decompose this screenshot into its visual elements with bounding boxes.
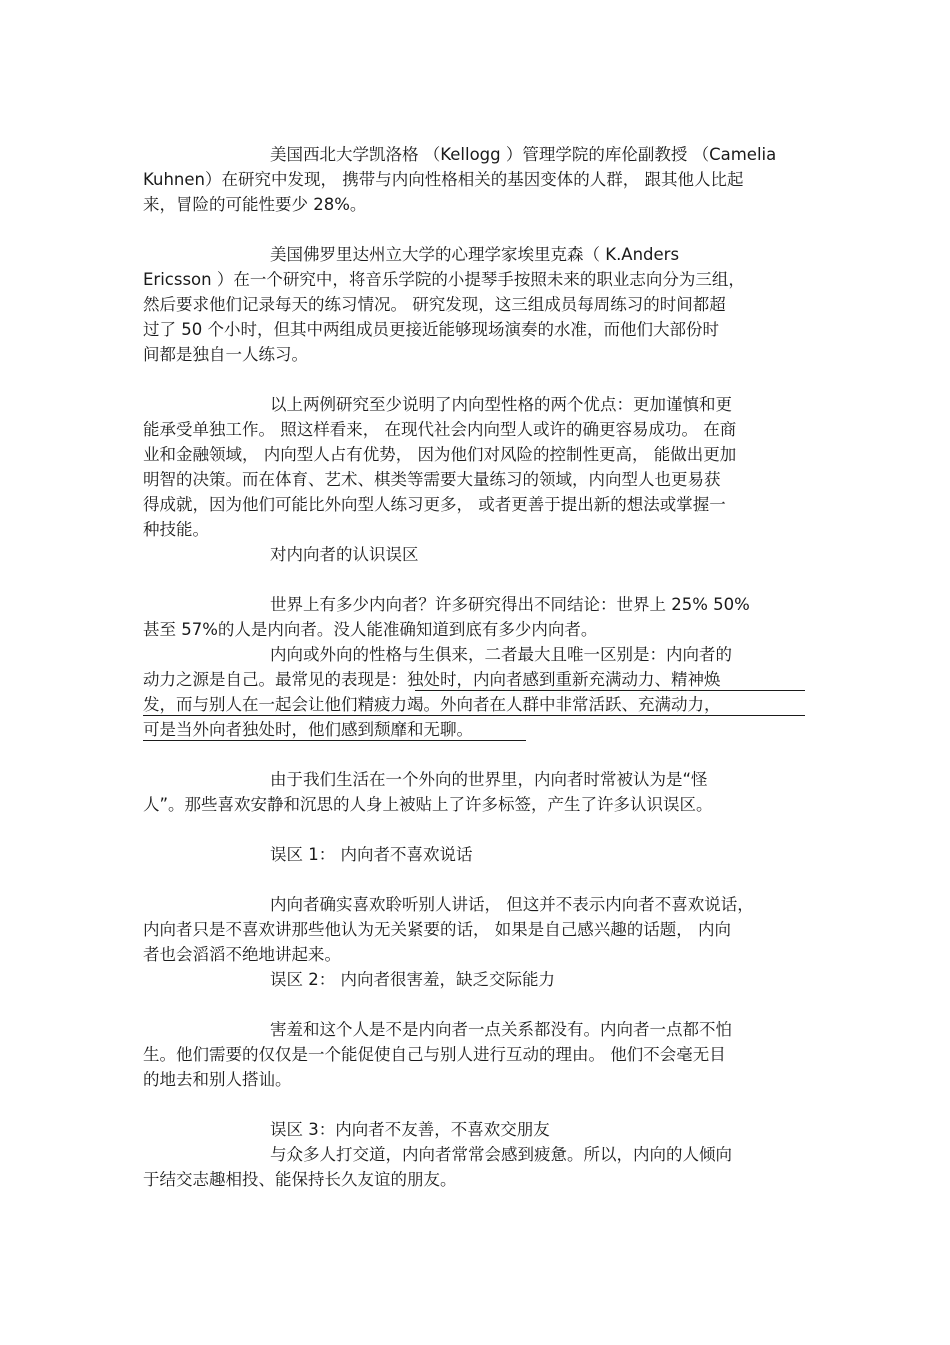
paragraph-6-line-1: 由于我们生活在一个外向的世界里，内向者时常被认为是“怪: [270, 770, 708, 789]
paragraph-1-line-1: 美国西北大学凯洛格 （Kellogg ）管理学院的库伦副教授 （Camelia: [270, 145, 777, 164]
paragraph-7-line-2: 内向者只是不喜欢讲那些他认为无关紧要的话， 如果是自己感兴趣的话题， 内向: [143, 920, 731, 939]
paragraph-9-line-2: 于结交志趣相投、能保持长久友谊的朋友。: [143, 1170, 457, 1189]
paragraph-3-line-1: 以上两例研究至少说明了内向型性格的两个优点：更加谨慎和更: [270, 395, 732, 414]
paragraph-8-line-1: 害羞和这个人是不是内向者一点关系都没有。内向者一点都不怕: [270, 1020, 732, 1039]
paragraph-9-line-1: 与众多人打交道，内向者常常会感到疲惫。所以，内向的人倾向: [270, 1145, 732, 1164]
misconception-2-title: 误区 2： 内向者很害羞，缺乏交际能力: [270, 970, 555, 989]
paragraph-4-line-2: 甚至 57%的人是内向者。没人能准确知道到底有多少内向者。: [143, 620, 598, 639]
underline-2: [143, 715, 805, 716]
paragraph-5-line-4: 可是当外向者独处时，他们感到颓靡和无聊。: [143, 720, 473, 739]
underline-3: [143, 740, 526, 741]
paragraph-2-line-4: 过了 50 个小时，但其中两组成员更接近能够现场演奏的水准，而他们大部份时: [143, 320, 719, 339]
paragraph-8-line-2: 生。他们需要的仅仅是一个能促使自己与别人进行互动的理由。 他们不会毫无目: [143, 1045, 726, 1064]
paragraph-2-line-5: 间都是独自一人练习。: [143, 345, 308, 364]
paragraph-7-line-1: 内向者确实喜欢聆听别人讲话， 但这并不表示内向者不喜欢说话，: [270, 895, 754, 914]
paragraph-5-line-2: 动力之源是自己。最常见的表现是：独处时，内向者感到重新充满动力、精神焕: [143, 670, 721, 689]
paragraph-4-line-1: 世界上有多少内向者？许多研究得出不同结论：世界上 25% 50%: [270, 595, 750, 614]
paragraph-3-line-4: 明智的决策。而在体育、艺术、棋类等需要大量练习的领域，内向型人也更易获: [143, 470, 721, 489]
paragraph-3-line-3: 业和金融领域， 内向型人占有优势， 因为他们对风险的控制性更高， 能做出更加: [143, 445, 737, 464]
paragraph-5-line-3: 发，而与别人在一起会让他们精疲力竭。外向者在人群中非常活跃、充满动力，: [143, 695, 721, 714]
paragraph-8-line-3: 的地去和别人搭讪。: [143, 1070, 292, 1089]
paragraph-2-line-2: Ericsson ）在一个研究中，将音乐学院的小提琴手按照未来的职业志向分为三组，: [143, 270, 745, 289]
paragraph-7-line-3: 者也会滔滔不绝地讲起来。: [143, 945, 341, 964]
paragraph-5-line-1: 内向或外向的性格与生俱来，二者最大且唯一区别是：内向者的: [270, 645, 732, 664]
paragraph-3-line-6: 种技能。: [143, 520, 209, 539]
paragraph-3-line-5: 得成就，因为他们可能比外向型人练习更多， 或者更善于提出新的想法或掌握一: [143, 495, 726, 514]
section-heading: 对内向者的认识误区: [270, 545, 419, 564]
paragraph-2-line-3: 然后要求他们记录每天的练习情况。 研究发现，这三组成员每周练习的时间都超: [143, 295, 726, 314]
paragraph-1-line-3: 来，冒险的可能性要少 28%。: [143, 195, 367, 214]
paragraph-6-line-2: 人”。那些喜欢安静和沉思的人身上被贴上了许多标签，产生了许多认识误区。: [143, 795, 713, 814]
paragraph-1-line-2: Kuhnen）在研究中发现， 携带与内向性格相关的基因变体的人群， 跟其他人比起: [143, 170, 744, 189]
underline-1: [415, 690, 805, 691]
paragraph-2-line-1: 美国佛罗里达州立大学的心理学家埃里克森（ K.Anders: [270, 245, 680, 264]
paragraph-3-line-2: 能承受单独工作。 照这样看来， 在现代社会内向型人或许的确更容易成功。 在商: [143, 420, 737, 439]
misconception-1-title: 误区 1： 内向者不喜欢说话: [270, 845, 473, 864]
misconception-3-title: 误区 3：内向者不友善，不喜欢交朋友: [270, 1120, 550, 1139]
